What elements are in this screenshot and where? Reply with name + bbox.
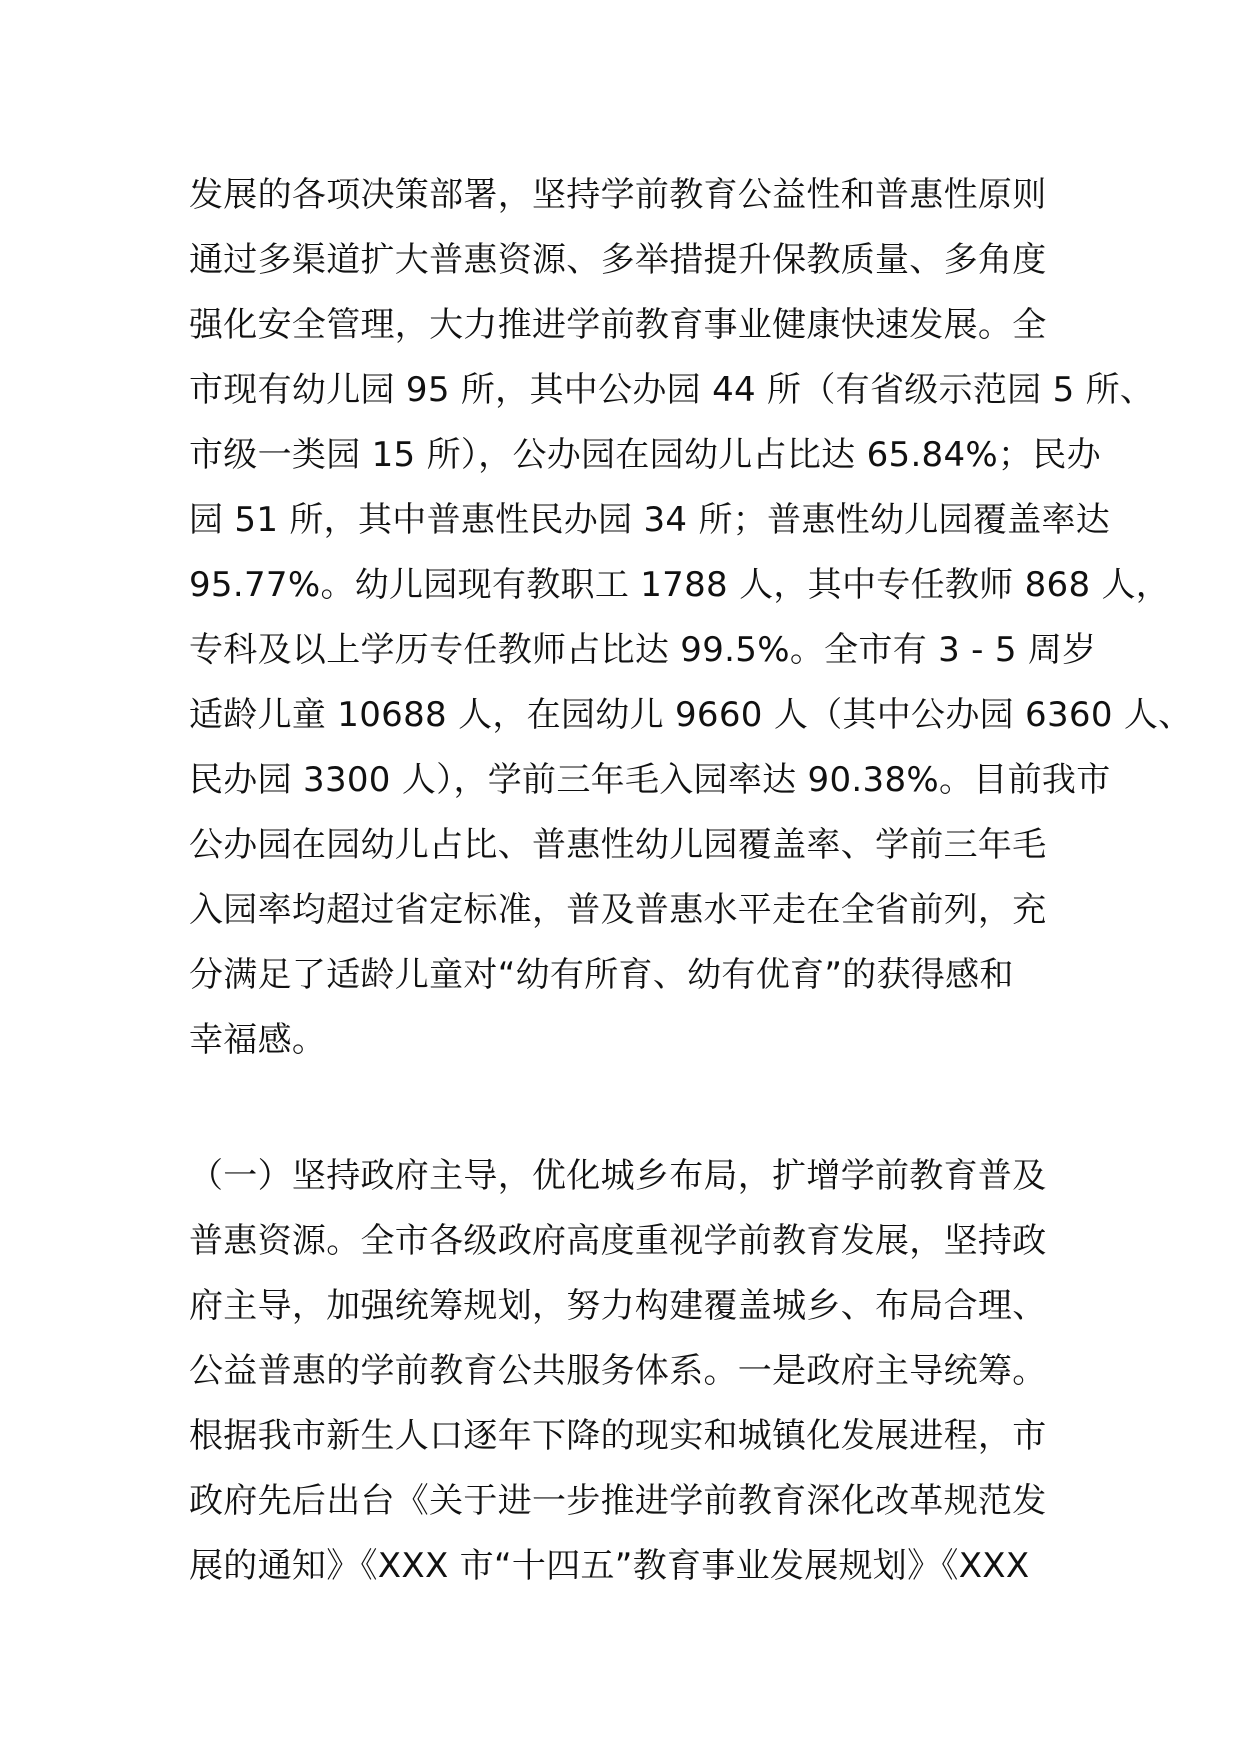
paragraph-line: 入园率均超过省定标准，普及普惠水平走在全省前列，充 bbox=[189, 890, 1047, 930]
paragraph-line: 强化安全管理，大力推进学前教育事业健康快速发展。全 bbox=[189, 305, 1047, 345]
paragraph-line: 公益普惠的学前教育公共服务体系。一是政府主导统筹。 bbox=[189, 1351, 1047, 1391]
paragraph-line: 根据我市新生人口逐年下降的现实和城镇化发展进程，市 bbox=[189, 1416, 1047, 1456]
paragraph-line: 幸福感。 bbox=[189, 1020, 327, 1060]
paragraph-line: 分满足了适龄儿童对“幼有所育、幼有优育”的获得感和 bbox=[189, 955, 1014, 995]
paragraph-line: 发展的各项决策部署，坚持学前教育公益性和普惠性原则 bbox=[189, 175, 1047, 215]
paragraph-line: 普惠资源。全市各级政府高度重视学前教育发展，坚持政 bbox=[189, 1221, 1047, 1261]
paragraph-line: 市级一类园 15 所），公办园在园幼儿占比达 65.84%；民办 bbox=[189, 435, 1101, 475]
paragraph-line: 95.77%。幼儿园现有教职工 1788 人，其中专任教师 868 人， bbox=[189, 565, 1171, 605]
paragraph-line: 民办园 3300 人），学前三年毛入园率达 90.38%。目前我市 bbox=[189, 760, 1111, 800]
paragraph-line: 市现有幼儿园 95 所，其中公办园 44 所（有省级示范园 5 所、 bbox=[189, 370, 1155, 410]
paragraph-line: 适龄儿童 10688 人，在园幼儿 9660 人（其中公办园 6360 人、 bbox=[189, 695, 1193, 735]
paragraph-line: 政府先后出台《关于进一步推进学前教育深化改革规范发 bbox=[189, 1481, 1047, 1521]
section-heading-line: （一）坚持政府主导，优化城乡布局，扩增学前教育普及 bbox=[189, 1156, 1047, 1196]
paragraph-line: 府主导，加强统筹规划，努力构建覆盖城乡、布局合理、 bbox=[189, 1286, 1047, 1326]
paragraph-line: 公办园在园幼儿占比、普惠性幼儿园覆盖率、学前三年毛 bbox=[189, 825, 1047, 865]
paragraph-line: 专科及以上学历专任教师占比达 99.5%。全市有 3 - 5 周岁 bbox=[189, 630, 1097, 670]
paragraph-line: 展的通知》《XXX 市“十四五”教育事业发展规划》《XXX bbox=[189, 1546, 1030, 1586]
paragraph-line: 通过多渠道扩大普惠资源、多举措提升保教质量、多角度 bbox=[189, 240, 1047, 280]
paragraph-line: 园 51 所，其中普惠性民办园 34 所；普惠性幼儿园覆盖率达 bbox=[189, 500, 1111, 540]
paragraph-section-one bbox=[189, 1144, 1089, 1599]
paragraph-preschool-overview bbox=[189, 163, 1193, 1073]
